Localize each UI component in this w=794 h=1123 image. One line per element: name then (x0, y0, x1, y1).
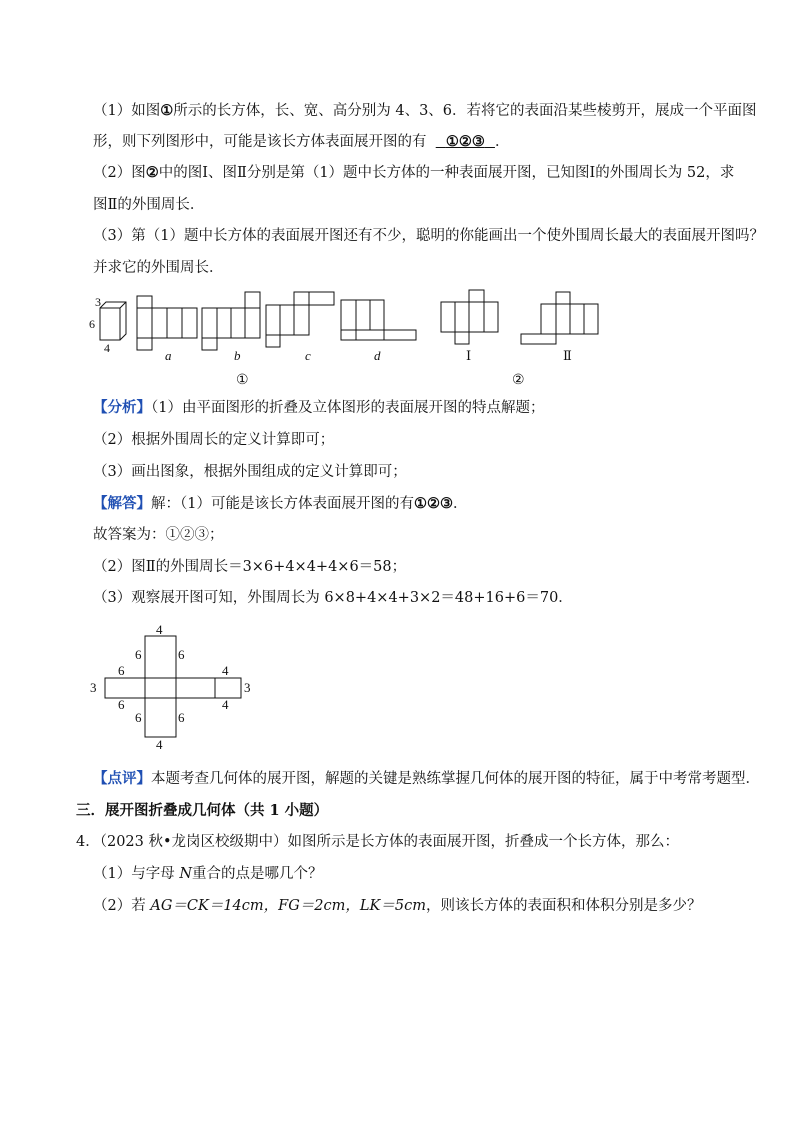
q4-part1-var: N (179, 866, 193, 882)
q3-part2-prefix: （2）图 (93, 165, 146, 181)
solution-line3 (93, 557, 406, 577)
box-label-height-top: 3 (95, 295, 101, 309)
q3-part3-text: （3）第（1）题中长方体的表面展开图还有不少，聪明的你能画出一个使外围周长最大的表面展开图吗？ (93, 228, 764, 244)
fig2-label-right-lower: 6 (178, 710, 185, 725)
q3-part1-fig-ref: ① (160, 102, 174, 119)
fig2-label-left-upper: 6 (135, 647, 142, 662)
q4-stem-text: 4．（2023 秋•龙岗区校级期中）如图所示是长方体的表面展开图，折叠成一个长方体，那么： (76, 834, 680, 850)
q3-part1-answer-value: ①②③ (445, 133, 485, 150)
net-label-ii: Ⅱ (563, 348, 572, 363)
q4-part2-prefix: （2）若 (93, 898, 151, 914)
analysis-tag: 【分析】 (93, 399, 151, 416)
q3-part2-line2 (93, 195, 204, 215)
q3-part3-line2 (93, 258, 224, 278)
net-label-b: b (234, 348, 241, 363)
net-d (341, 300, 416, 340)
analysis-text1: （1）由平面图形的折叠及立体图形的表面展开图的特点解题； (151, 400, 545, 416)
fig2-label-left: 3 (90, 680, 97, 695)
fig2-label-top: 4 (156, 622, 163, 637)
q3-part1-text: 所示的长方体，长、宽、高分别为 4、3、6．若将它的表面沿某些棱剪开，展成一个平面图 (173, 103, 757, 119)
fig2-label-right-upper: 6 (178, 647, 185, 662)
net-label-d: d (374, 348, 381, 363)
analysis-line2 (93, 430, 334, 450)
analysis-line1 (93, 398, 544, 418)
q4-part2 (93, 896, 701, 916)
solution-end: ． (452, 496, 468, 512)
solution-text2: 故答案为：①②③； (93, 527, 224, 543)
fig2-label-bottom: 4 (156, 737, 163, 752)
q3-part2-line1 (93, 163, 734, 183)
section-title (76, 801, 328, 821)
box-label-length: 4 (104, 341, 110, 355)
analysis-line3 (93, 462, 407, 482)
q4-stem (76, 832, 679, 852)
solution-answer: ①②③ (413, 495, 453, 512)
section-title-text: 三．展开图折叠成几何体（共 1 小题） (76, 802, 329, 819)
solution-line1 (93, 494, 467, 514)
analysis-text3: （3）画出图象，根据外围组成的定义计算即可； (93, 464, 407, 480)
net-label-i: Ⅰ (466, 348, 472, 363)
q4-part1 (93, 864, 323, 884)
q4-part1-text: 重合的点是哪几个？ (192, 866, 323, 882)
solution-line2 (93, 525, 224, 545)
q3-part3-line1 (93, 226, 764, 246)
q3-part1-text2: 形，则下列图形中，可能是该长方体表面展开图的有 (93, 134, 427, 150)
fig2-label-right-bottom: 4 (222, 697, 229, 712)
q4-part2-text: ，则该长方体的表面积和体积分别是多少？ (425, 898, 702, 914)
q3-part1-line2 (93, 132, 509, 152)
cuboid-drawing (100, 302, 126, 340)
q3-part2-text: 中的图Ⅰ、图Ⅱ分别是第（1）题中长方体的一种表面展开图，已知图Ⅰ的外围周长为 52，求 (158, 165, 735, 181)
q3-part1-prefix: （1）如图 (93, 103, 161, 119)
analysis-text2: （2）根据外围周长的定义计算即可； (93, 432, 335, 448)
solution-tag: 【解答】 (93, 495, 151, 512)
comment-text: 本题考查几何体的展开图，解题的关键是熟练掌握几何体的展开图的特征，属于中考常考题型． (151, 771, 760, 787)
q3-part1-end: ． (494, 134, 510, 150)
solution-line4 (93, 588, 573, 608)
q3-part1-line1 (93, 101, 757, 121)
net-i (441, 290, 498, 344)
net-ii (521, 292, 598, 344)
net-b (202, 292, 260, 350)
group-label-1: ① (236, 373, 249, 388)
q3-part2-fig-ref: ② (145, 164, 159, 181)
net-c (266, 292, 334, 347)
fig2-label-left-lower: 6 (135, 710, 142, 725)
net-a (137, 296, 197, 350)
fig2-label-right-top: 4 (222, 663, 229, 678)
solution-text3: （2）图Ⅱ的外围周长＝3×6+4×4+4×6＝58； (93, 559, 407, 575)
fig2-label-left-top: 6 (118, 663, 125, 678)
fig2-label-left-bottom: 6 (118, 697, 125, 712)
q3-part2-text2: 图Ⅱ的外围周长． (93, 197, 205, 213)
box-label-height: 6 (89, 317, 95, 331)
comment-line (93, 769, 760, 789)
net-label-c: c (305, 348, 311, 363)
q4-part2-equation: AG＝CK＝14cm，FG＝2cm，LK＝5cm (150, 898, 426, 914)
q3-part1-answer (436, 133, 495, 150)
solution-text4: （3）观察展开图可知，外围周长为 6×8+4×4+3×2＝48+16+6＝70． (93, 590, 573, 606)
fig2-label-right: 3 (244, 680, 251, 695)
q3-part3-text2: 并求它的外围周长． (93, 260, 224, 276)
solution-text1: 解：（1）可能是该长方体表面展开图的有 (151, 496, 414, 512)
comment-tag: 【点评】 (93, 770, 151, 787)
net-label-a: a (165, 348, 172, 363)
q4-part1-prefix: （1）与字母 (93, 866, 180, 882)
group-label-2: ② (512, 373, 525, 388)
